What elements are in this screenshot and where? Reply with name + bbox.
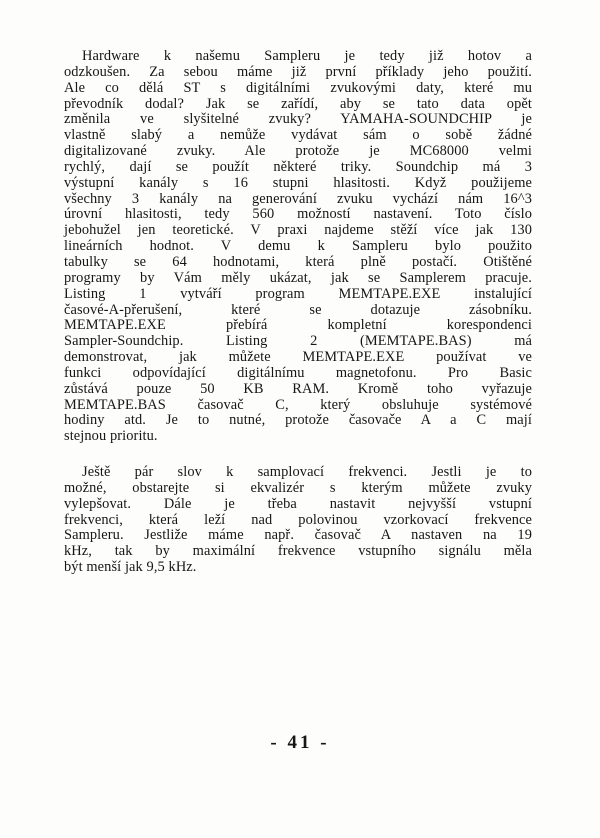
text-line: vylepšovat. Dále je třeba nastavit nejvyšší vstupní [64, 495, 532, 512]
text-line: Hardware k našemu Sampleru je tedy již hotov a [82, 48, 532, 64]
text-line: Listing 1 vytváří program MEMTAPE.EXE instalující [64, 285, 532, 302]
text-line: tabulky se 64 hodnotami, která plně postačí. Otištěné [64, 253, 532, 270]
text-line: hodiny atd. Je to nutné, protože časovače A a C mají [64, 412, 532, 429]
text-line: odzkoušen. Za sebou máme již první příklady jeho použití. [64, 63, 532, 80]
text-line: stejnou prioritu. [64, 428, 158, 445]
text-line: digitalizované zvuky. Ale protože je MC68000 velmi [64, 143, 532, 160]
text-line: rychlý, dají se použít některé triky. Soundchip má 3 [64, 158, 532, 175]
text-line: zůstává pouze 50 KB RAM. Kromě toho vyřazuje [64, 380, 532, 397]
text-line: frekvenci, která leží nad polovinou vzorkovací frekvence [64, 511, 532, 528]
text-line: výstupní kanály s 16 stupni hlasitosti. Když použijeme [64, 174, 532, 191]
text-line: Ještě pár slov k samplovací frekvenci. Jestli je to [82, 464, 532, 481]
paragraph-gap [64, 445, 532, 465]
text-line: programy by Vám měly ukázat, jak se Samplerem pracuje. [64, 269, 532, 286]
text-line: vlastně slabý a nemůže vydávat sám o sobě žádné [64, 127, 532, 144]
text-line: lineárních hodnot. V demu k Sampleru bylo použito [64, 238, 532, 255]
paragraph-sampler-soundchip [64, 49, 532, 445]
text-line: převodník dodal? Jak se zařídí, aby se tato data opět [64, 95, 532, 112]
text-line: kHz, tak by maximální frekvence vstupního signálu měla [64, 543, 532, 560]
text-line: být menší jak 9,5 kHz. [64, 559, 197, 576]
text-line: změnila ve slyšitelné zvuky? YAMAHA-SOUNDCHIP je [64, 111, 532, 128]
text-column [64, 49, 532, 576]
text-line: Sampleru. Jestliže máme např. časovač A nastaven na 19 [64, 527, 532, 544]
paragraph-sampling-frequency [64, 465, 532, 576]
text-line: možné, obstarejte si ekvalizér s kterým můžete zvuky [64, 479, 532, 496]
text-line: funkci odpovídající digitálnímu magnetofonu. Pro Basic [64, 364, 532, 381]
text-line: demonstrovat, jak můžete MEMTAPE.EXE používat ve [64, 349, 532, 366]
page-number: - 41 - [270, 732, 330, 753]
text-line: úrovní hlasitosti, tedy 560 možností nastavení. Toto číslo [64, 206, 532, 223]
text-line: Ale co dělá ST s digitálními zvukovými daty, které mu [64, 79, 532, 96]
text-line: MEMTAPE.BAS časovač C, který obsluhuje systémové [64, 396, 532, 413]
text-line: všechny 3 kanály na generování zvuku vychází nám 16^3 [64, 190, 532, 207]
text-line: jebohužel jen teoretické. V praxi najdeme stěží více jak 130 [64, 222, 532, 239]
text-line: MEMTAPE.EXE přebírá kompletní korespondenci [64, 317, 532, 334]
text-line: Sampler-Soundchip. Listing 2 (MEMTAPE.BAS) má [64, 333, 532, 350]
text-line: časové-A-přerušení, které se dotazuje zásobníku. [64, 301, 532, 318]
